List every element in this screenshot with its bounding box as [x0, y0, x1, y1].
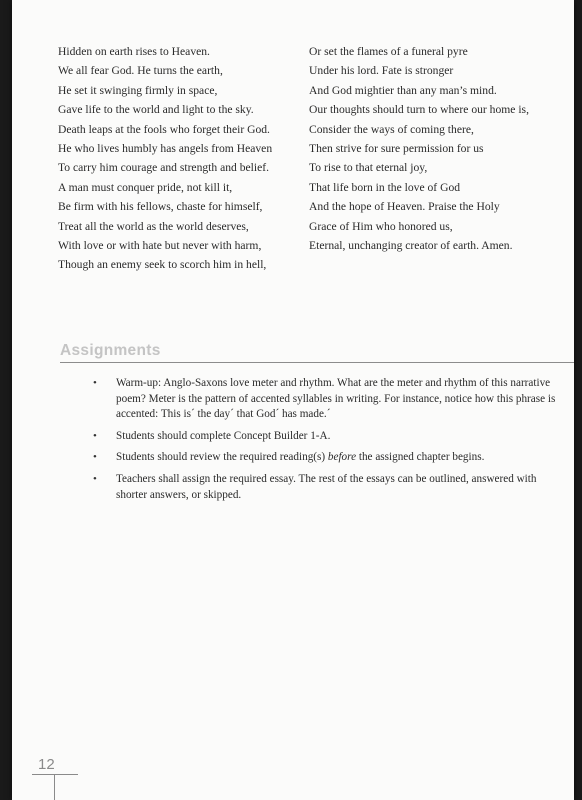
- poem-line: Hidden on earth rises to Heaven.: [58, 45, 210, 58]
- poem-line: We all fear God. He turns the earth,: [58, 64, 223, 78]
- poem-line: Or set the flames of a funeral pyre: [309, 45, 468, 58]
- poem-line: Death leaps at the fools who forget their God.: [58, 122, 270, 136]
- poem-line: Consider the ways of coming there,: [309, 122, 474, 136]
- assignment-text-after: the assigned chapter begins.: [356, 451, 485, 464]
- poem-line: Our thoughts should turn to where our home is,: [309, 103, 529, 117]
- poem-line: Eternal, unchanging creator of earth. Amen.: [309, 239, 513, 253]
- page: [12, 0, 574, 800]
- page-number-rule: [32, 774, 78, 775]
- poem-excerpt: [58, 42, 564, 275]
- poem-line: A man must conquer pride, not kill it,: [58, 180, 233, 194]
- section-divider: [60, 362, 574, 363]
- bullet-icon: •: [93, 451, 97, 464]
- assignment-text: Students should complete Concept Builder 1-A.: [116, 429, 331, 442]
- poem-line: With love or with hate but never with harm,: [58, 239, 262, 253]
- bullet-icon: •: [93, 472, 97, 485]
- page-number-tick: [54, 774, 55, 800]
- poem-line: He who lives humbly has angels from Heaven: [58, 142, 273, 156]
- poem-line: Gave life to the world and light to the sky.: [58, 103, 254, 117]
- poem-line: Grace of Him who honored us,: [309, 219, 453, 233]
- poem-column-right: [309, 42, 564, 275]
- bullet-icon: •: [93, 429, 97, 442]
- assignment-text: Warm-up: Anglo-Saxons love meter and rhythm. What are the meter and rhythm of this narrative poem? Meter is the pattern of accented syllables in writing. For instance, notice how this phrase is accented: This is´ the day´ that God´ has made.´: [116, 377, 556, 421]
- assignment-item: [88, 472, 558, 503]
- poem-line: Though an enemy seek to scorch him in hell,: [58, 258, 267, 272]
- poem-line: And God mightier than any man’s mind.: [309, 83, 497, 97]
- assignment-item: [88, 429, 558, 445]
- assignment-item: [88, 450, 558, 466]
- poem-line: And the hope of Heaven. Praise the Holy: [309, 200, 500, 214]
- poem-line: He set it swinging firmly in space,: [58, 83, 218, 97]
- assignments-heading: Assignments: [60, 342, 161, 359]
- assignments-list: [88, 376, 558, 509]
- poem-line: That life born in the love of God: [309, 180, 461, 194]
- page-number: 12: [38, 756, 55, 773]
- poem-column-left: [58, 42, 309, 275]
- poem-line: Be firm with his fellows, chaste for himself,: [58, 200, 263, 214]
- poem-line: To carry him courage and strength and belief.: [58, 161, 270, 175]
- assignment-text: Teachers shall assign the required essay. The rest of the essays can be outlined, answered with shorter answers, or skipped.: [116, 472, 537, 501]
- poem-line: Treat all the world as the world deserves,: [58, 219, 249, 233]
- bullet-icon: •: [93, 377, 97, 389]
- assignment-emphasis: before: [327, 451, 357, 464]
- poem-line: Under his lord. Fate is stronger: [309, 64, 454, 78]
- poem-line: To rise to that eternal joy,: [309, 161, 428, 175]
- poem-line: Then strive for sure permission for us: [309, 142, 484, 156]
- assignment-item: [88, 376, 558, 423]
- assignment-text: Students should review the required reading(s): [116, 451, 328, 464]
